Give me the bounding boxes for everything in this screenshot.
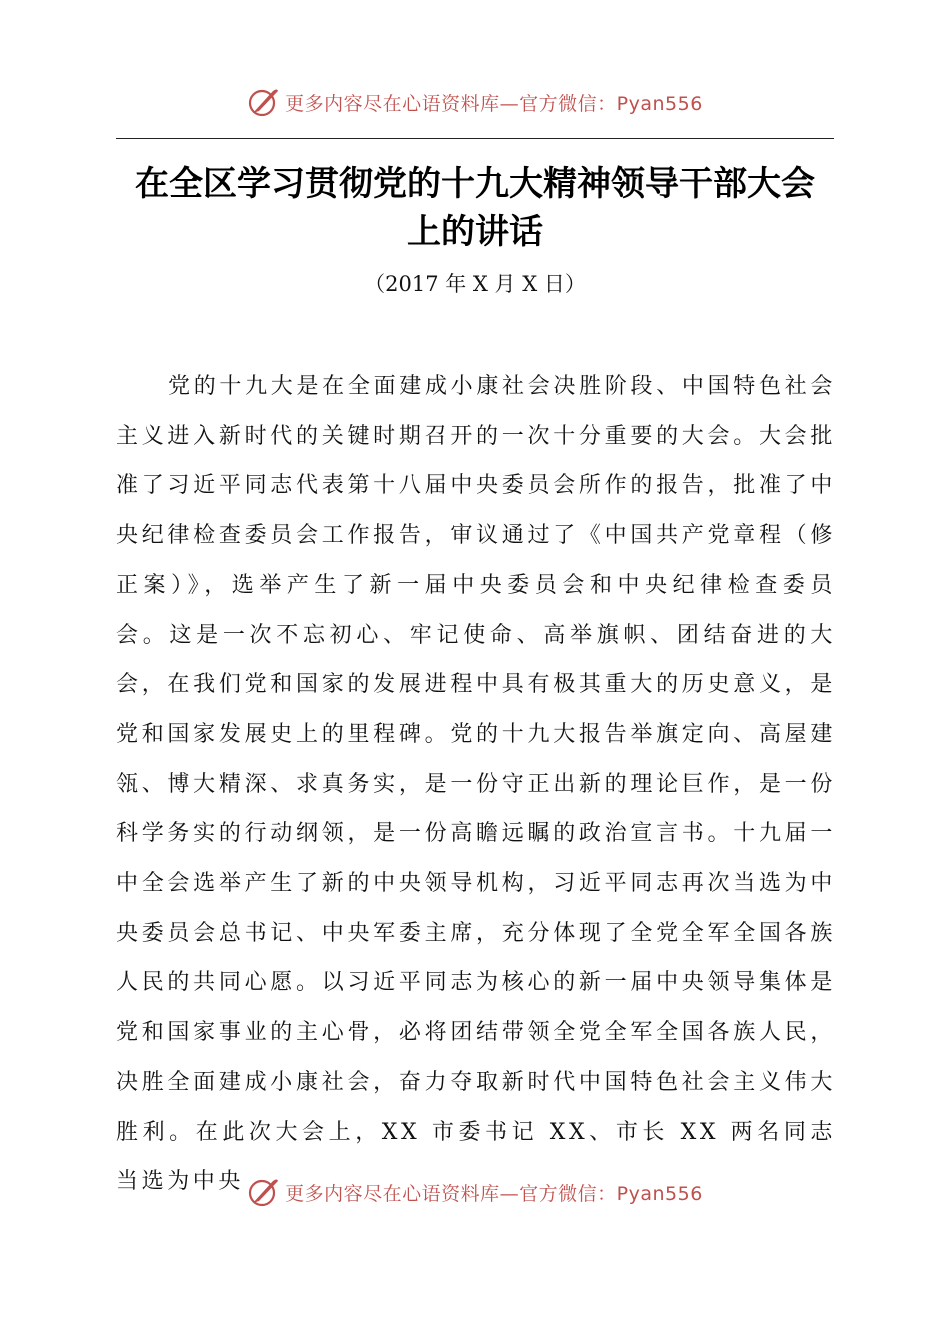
footer-banner	[0, 1174, 950, 1210]
page-title	[100, 160, 850, 256]
footer-banner-label: 更多内容尽在心语资料库—官方微信：	[285, 1182, 617, 1205]
title-line-1: 在全区学习贯彻党的十九大精神领导干部大会	[135, 164, 815, 204]
header-banner-text	[285, 89, 703, 116]
header-banner-label: 更多内容尽在心语资料库—官方微信：	[285, 92, 617, 115]
body-paragraph: 党的十九大是在全面建成小康社会决胜阶段、中国特色社会主义进入新时代的关键时期召开的一次十分重要的大会。大会批准了习近平同志代表第十八届中央委员会所作的报告，批准了中央纪律检查委员会工作报告，审议通过了《中国共产党章程（修正案）》，选举产生了新一届中央委员会和中央纪律检查委员会。这是一次不忘初心、牢记使命、高举旗帜、团结奋进的大会，在我们党和国家的发展进程中具有极其重大的历史意义，是党和国家发展史上的里程碑。党的十九大报告举旗定向、高屋建瓴、博大精深、求真务实，是一份守正出新的理论巨作，是一份科学务实的行动纲领，是一份高瞻远瞩的政治宣言书。十九届一中全会选举产生了新的中央领导机构，习近平同志再次当选为中央委员会总书记、中央军委主席，充分体现了全党全军全国各族人民的共同心愿。以习近平同志为核心的新一届中央领导集体是党和国家事业的主心骨，必将团结带领全党全军全国各族人民，决胜全面建成小康社会，奋力夺取新时代中国特色社会主义伟大胜利。在此次大会上，XX 市委书记 XX、市长 XX 两名同志当选为中央	[116, 374, 836, 1195]
quill-pen-logo-icon	[247, 85, 281, 119]
document-date: （2017 年 X 月 X 日）	[364, 272, 586, 296]
header-divider	[116, 138, 834, 139]
title-line-2: 上的讲话	[407, 212, 543, 252]
footer-banner-account: Pyan556	[616, 1182, 703, 1205]
footer-banner-text	[285, 1179, 703, 1206]
header-banner-account: Pyan556	[616, 92, 703, 115]
quill-pen-logo-icon	[247, 1175, 281, 1209]
header-banner	[0, 84, 950, 120]
